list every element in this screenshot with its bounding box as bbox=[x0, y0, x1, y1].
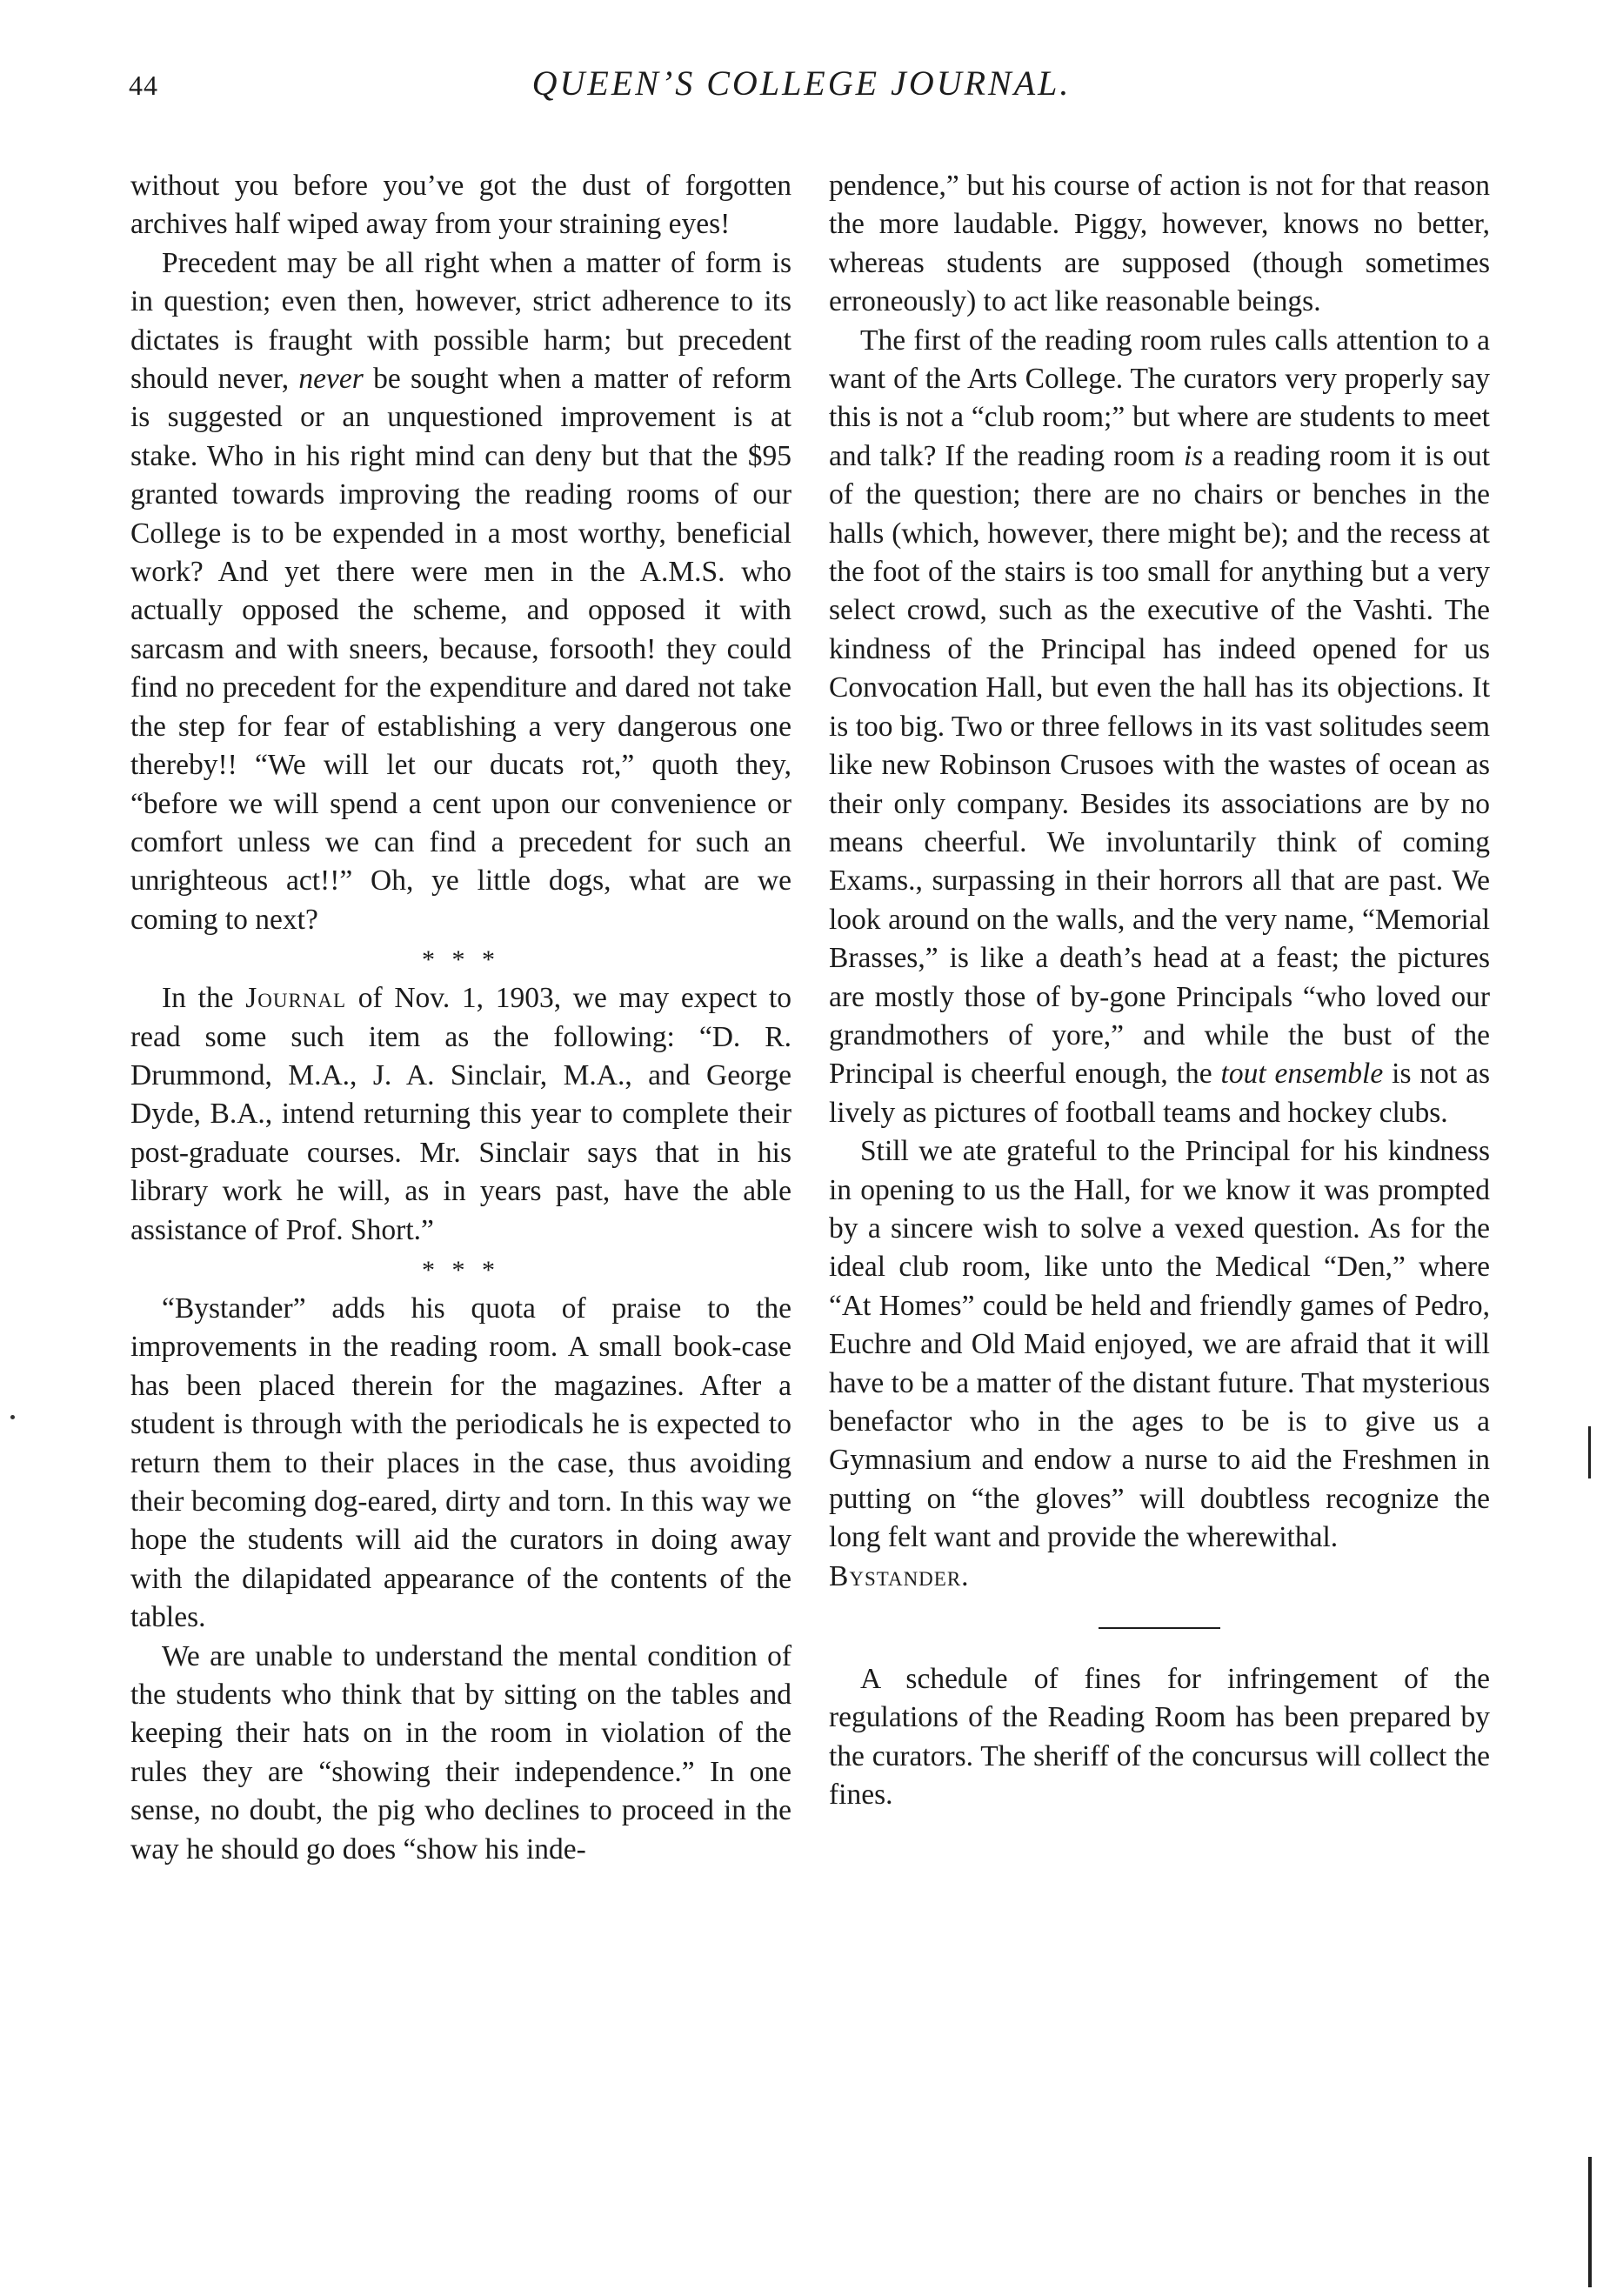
left-column bbox=[130, 167, 791, 1869]
right-paragraph-2 bbox=[829, 322, 1490, 1133]
reading-room-text-c: is not as lively as pictures of football teams and hockey clubs. bbox=[829, 1058, 1491, 1129]
right-paragraph-1: pendence,” but his course of action is not for that reason the more laudable. Piggy, however, knows no better, whereas students are supposed (though sometimes erroneously) to act like reasonable beings. bbox=[829, 170, 1490, 318]
margin-scan-mark bbox=[1588, 1426, 1591, 1478]
section-divider-stars: * * * bbox=[422, 945, 500, 975]
left-paragraph-4: “Bystander” adds his quota of praise to the improvements in the reading room. A small book-case has been placed therein for the magazines. After a student is through with the periodicals he is expected to return them to their places in the case, thus avoiding their becoming dog-eared, dirty and torn. In this way we hope the students will aid the curators in doing away with the dilapidated appearance of the contents of the tables. bbox=[130, 1292, 791, 1634]
left-paragraph-2 bbox=[130, 244, 791, 939]
precedent-text-a: Precedent may be all right when a matter of form is in question; even then, however, strict adherence to its dictates is fraught with possible harm; but precedent should never, bbox=[130, 246, 791, 396]
right-paragraph-3: Still we ate grateful to the Principal for his kindness in opening to us the Hall, for we know it was prompted by a sincere wish to solve a vexed question. As for the ideal club room, like unto the Medical “Den,” where “At Homes” could be held and friendly games of Pedro, Euchre and Old Maid enjoyed, we are afraid that it will have to be a matter of the distant future. That mysterious benefactor who in the ages to be is to give us a Gymnasium and endow a nurse to aid the Freshmen in putting on “the gloves” will doubtless recognize the long felt want and provide the wherewithal. bbox=[829, 1135, 1490, 1554]
left-paragraph-5: We are unable to understand the mental condition of the students who think that by sitting on the tables and keeping their hats on in the room in violation of the rules they are “showing their independence.” In one sense, no doubt, the pig who declines to proceed in the way he should go does “show his inde- bbox=[130, 1639, 791, 1866]
section-divider-stars: * * * bbox=[422, 1255, 500, 1285]
journal-text-a: In the bbox=[162, 982, 234, 1015]
journal-small-caps: Journal bbox=[245, 982, 347, 1015]
journal-text-b: of Nov. 1, 1903, we may expect to read some such item as the following: “D. R. Drummond, M.A., J. A. Sinclair, M.A., and George Dyde, B.A., intend returning this year to complete their post-graduate courses. Mr. Sinclair says that in his library work he will, as in years past, have the able assistance of Prof. Short.” bbox=[130, 982, 792, 1246]
right-paragraph-4: A schedule of fines for infringement of the regulations of the Reading Room has been prepared by the curators. The sheriff of the concursus will collect the fines. bbox=[829, 1663, 1490, 1812]
margin-scan-mark bbox=[1588, 2157, 1592, 2287]
reading-room-text-a: The first of the reading room rules calls attention to a want of the Arts College. The curators very properly say this is not a “club room;” but where are students to meet and talk? If the reading room bbox=[829, 324, 1490, 472]
running-head: QUEEN’S COLLEGE JOURNAL. bbox=[531, 63, 1072, 103]
page-number: 44 bbox=[129, 70, 158, 101]
right-column bbox=[829, 167, 1490, 1815]
reading-room-text-b: a reading room it is out of the question; there are no chairs or benches in the halls (which, however, there might be); and the recess at the foot of the stairs is too small for anything but a very select crowd, such as the executive of the Vashti. The kindness of the Principal has indeed opened for us Convocation Hall, but even the hall has its objections. It is too big. Two or three fellows in its vast solitudes seem like new Robinson Crusoes with the wastes of ocean as their only company. Besides its associations are by no means cheerful. We involuntarily think of coming Exams., surpassing in their horrors all that are past. We look around on the walls, and the very name, “Memorial Brasses,” is like a death’s head at a feast; the pictures are mostly those of by-gone Principals “who loved our grandmothers of yore,” and while the bust of the Principal is cheerful enough, the bbox=[829, 439, 1491, 1091]
scan-speck bbox=[10, 1415, 15, 1419]
precedent-text-b: be sought when a matter of reform is suggested or an unquestioned improvement is at stake. Who in his right mind can deny but that the $95 granted towards improving the reading rooms of our College is to be expended in a most worthy, beneficial work? And yet there were men in the A.M.S. who actually opposed the scheme, and opposed it with sarcasm and with sneers, because, forsooth! they could find no precedent for the expenditure and dared not take the step for fear of establishing a very dangerous one thereby!! “We will let our ducats rot,” quoth they, “before we will spend a cent upon our convenience or comfort unless we can find a precedent for such an unrighteous act!!” Oh, ye little dogs, what are we coming to next? bbox=[130, 363, 791, 936]
left-paragraph-3 bbox=[130, 979, 791, 1250]
section-rule bbox=[1099, 1627, 1220, 1629]
left-paragraph-1: without you before you’ve got the dust of forgotten archives half wiped away from your straining eyes! bbox=[130, 170, 791, 241]
tout-ensemble-emphasis: tout ensemble bbox=[1220, 1058, 1384, 1091]
is-emphasis: is bbox=[1183, 439, 1204, 472]
never-emphasis: never bbox=[298, 363, 364, 396]
signature-bystander: Bystander. bbox=[829, 1559, 970, 1592]
